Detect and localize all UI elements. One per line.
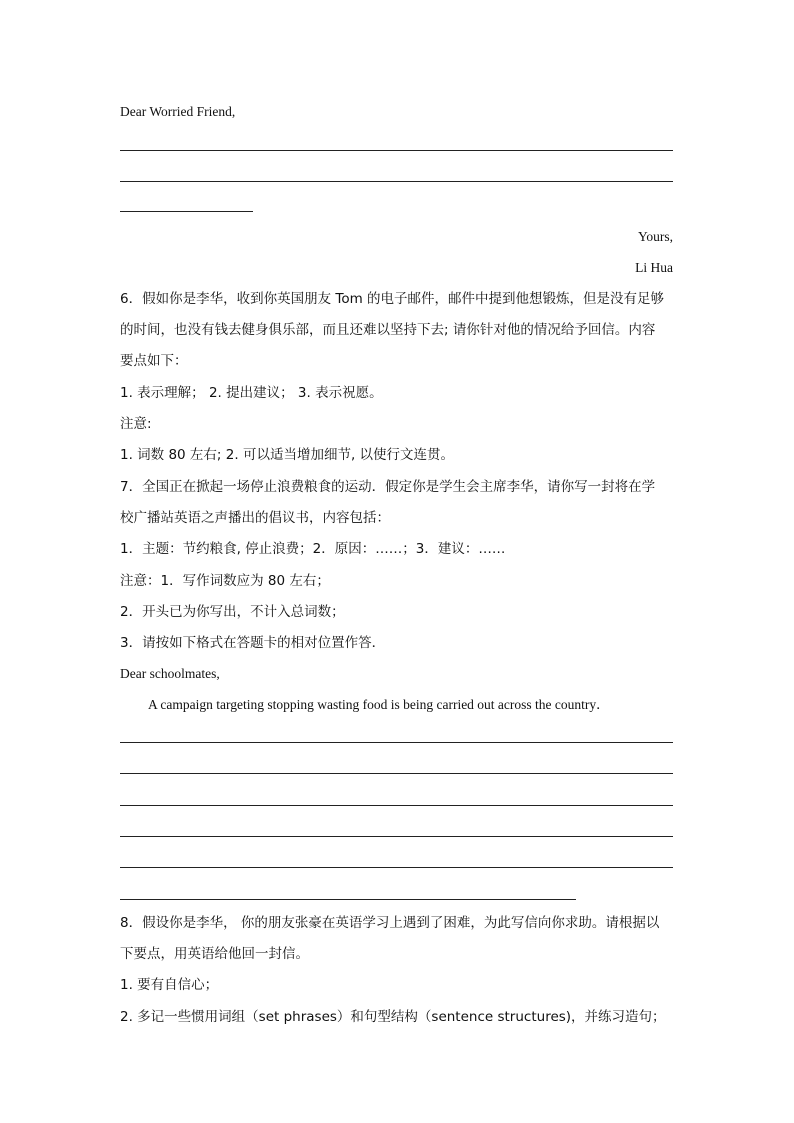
q7-intro-line2: 校广播站英语之声播出的倡议书，内容包括： [120,510,390,526]
letter1-signature: Li Hua [635,260,673,275]
answer-line [120,150,673,151]
answer-line [120,181,673,182]
q7-points: 1．主题：节约粮食, 停止浪费；2．原因：……；3．建议：…… [120,541,506,557]
q8-point-1: 1. 要有自信心； [120,977,219,993]
answer-line [120,742,673,743]
letter1-closing: Yours, [637,229,673,244]
q8-intro-line2: 下要点，用英语给他回一封信。 [120,946,309,962]
q6-intro-line3: 要点如下： [120,353,188,369]
q6-points: 1. 表示理解； 2. 提出建议； 3. 表示祝愿。 [120,385,383,401]
answer-line [120,867,673,868]
q7-salutation: Dear schoolmates, [120,666,220,681]
q8-intro-line1: 8．假设你是李华， 你的朋友张豪在英语学习上遇到了困难，为此写信向你求助。请根据以 [120,915,660,931]
answer-line [120,899,576,900]
q7-note-3: 3．请按如下格式在答题卡的相对位置作答． [120,635,386,651]
answer-line [120,773,673,774]
answer-line [120,211,253,212]
q6-note-title: 注意: [120,416,152,432]
q8-point-2: 2. 多记一些惯用词组（set phrases）和句型结构（sentence structures)，并练习造句； [120,1009,666,1025]
q7-note-1: 注意：1．写作词数应为 80 左右； [120,573,330,589]
q7-opening-sentence: A campaign targeting stopping wasting food is being carried out across the country． [148,697,610,712]
q6-note-1: 1. 词数 80 左右; 2. 可以适当增加细节, 以使行文连贯。 [120,447,455,463]
q7-intro-line1: 7．全国正在掀起一场停止浪费粮食的运动．假定你是学生会主席李华，请你写一封将在学 [120,479,656,495]
answer-line [120,836,673,837]
letter1-salutation: Dear Worried Friend, [120,104,236,119]
q6-intro-line2: 的时间，也没有钱去健身俱乐部，而且还难以坚持下去; 请你针对他的情况给予回信。内容 [120,322,656,338]
q6-intro-line1: 6．假如你是李华，收到你英国朋友 Tom 的电子邮件，邮件中提到他想锻炼，但是没有足够 [120,291,665,307]
q7-note-2: 2．开头已为你写出，不计入总词数； [120,604,345,620]
answer-line [120,805,673,806]
